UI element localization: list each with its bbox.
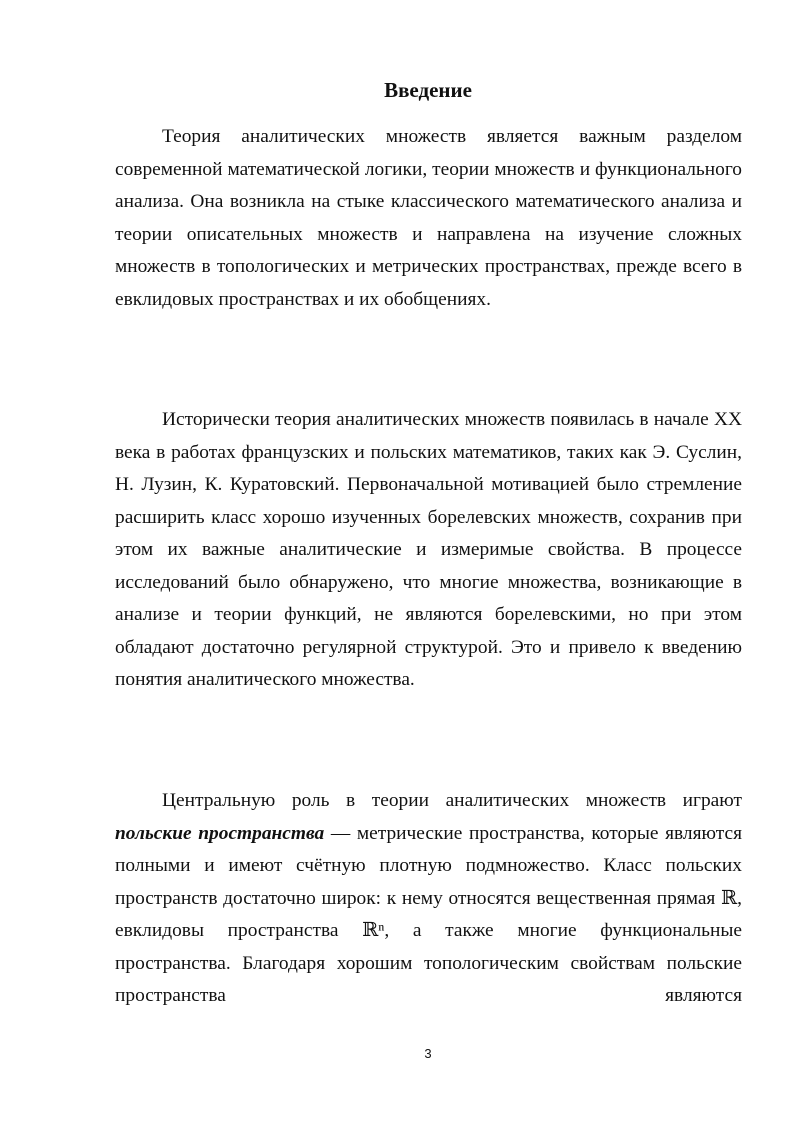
paragraph-3 <box>115 785 742 1045</box>
paragraph-3-continuation: — метрические пространства, которые являются полными и имеют счётную плотную подмножество. Класс польских пространств достаточно широк: к нему относятся вещественная прямая ℝ, евклидовы пространства ℝⁿ, а также многие функциональные пространства. Благодаря хорошим топологическим свойствам польские пространства являются <box>115 822 742 1006</box>
section-title: Введение <box>384 78 472 102</box>
paragraph-1: Теория аналитических множеств является важным разделом современной математической логики, теории множеств и функционального анализа. Она возникла на стыке классического математического анализа и теории описательных множеств и направлена на изучение сложных множеств в топологических и метрических пространствах, прежде всего в евклидовых пространствах и их обобщениях. <box>115 126 742 310</box>
highlighted-term: польские пространства <box>115 822 325 844</box>
page-number: 3 <box>424 1046 432 1061</box>
paragraph-3-intro: Центральную роль в теории аналитических множеств играют <box>162 790 742 811</box>
paragraph-2: Исторически теория аналитических множеств появилась в начале XX века в работах французских и польских математиков, таких как Э. Суслин, Н. Лузин, К. Куратовский. Первоначальной мотивацией было стремление расширить класс хорошо изученных борелевских множеств, сохранив при этом их важные аналитические и измеримые свойства. В процессе исследований было обнаружено, что многие множества, возникающие в анализе и теории функций, не являются борелевскими, но при этом обладают достаточно регулярной структурой. Это и привело к введению понятия аналитического множества. <box>115 409 742 690</box>
